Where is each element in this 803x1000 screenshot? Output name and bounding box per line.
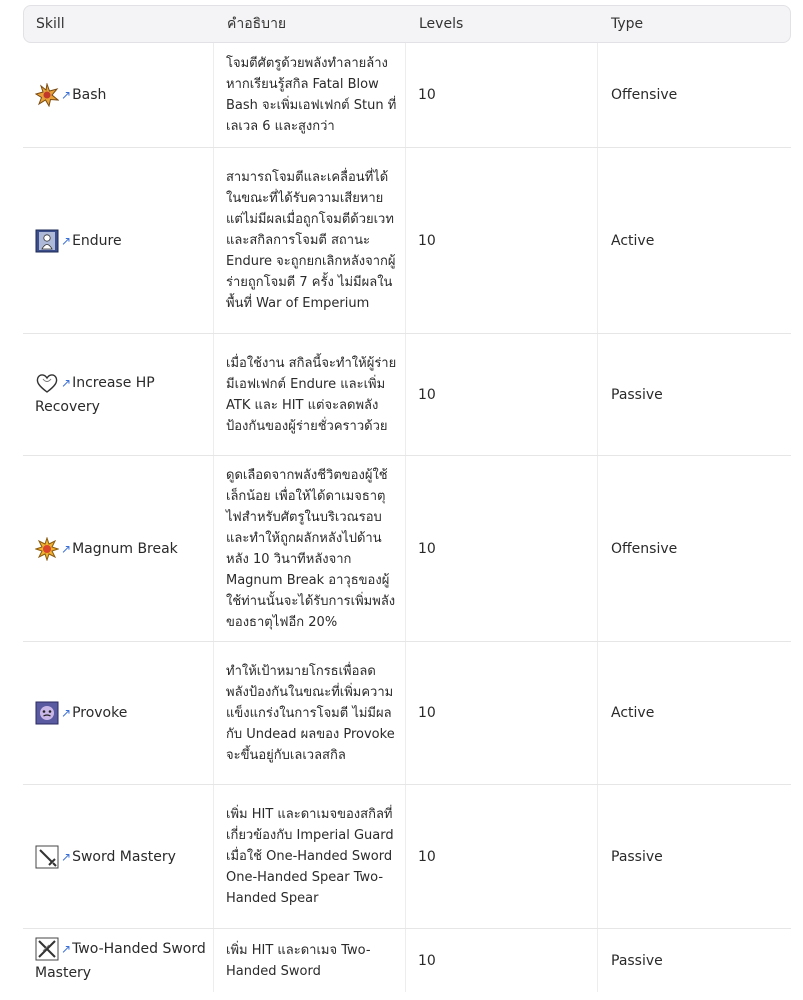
skill-link-two-handed-sword-mastery[interactable]: Two-Handed Sword Mastery bbox=[35, 940, 206, 981]
skill-cell bbox=[23, 334, 214, 455]
table-row bbox=[23, 43, 791, 148]
description-cell: ทำให้เป้าหมายโกรธเพื่อลดพลังป้องกันในขณะที่เพิ่มความแข็งแกร่งในการโจมตี ไม่มีผลกับ Undead ผลของ Provoke จะขึ้นอยู่กับเลเวลสกิล bbox=[214, 642, 406, 784]
skill-link-magnum-break[interactable]: Magnum Break bbox=[72, 540, 178, 557]
skill-link-provoke[interactable]: Provoke bbox=[72, 705, 128, 721]
type-cell: Offensive bbox=[611, 540, 678, 557]
header-description: คำอธิบาย bbox=[227, 16, 287, 32]
table-row bbox=[23, 148, 791, 334]
type-cell: Passive bbox=[611, 848, 663, 865]
skill-cell bbox=[23, 456, 214, 641]
description-cell: เพิ่ม HIT และดาเมจของสกิลที่เกี่ยวข้องกับ Imperial Guard เมื่อใช้ One-Handed Sword One-Handed Spear Two-Handed Spear bbox=[214, 785, 406, 928]
description-cell: สามารถโจมตีและเคลื่อนที่ได้ในขณะที่ได้รับความเสียหาย แต่ไม่มีผลเมื่อถูกโจมตีด้วยเวทและสกิลการโจมตี สถานะ Endure จะถูกยกเลิกหลังจากผู้ร่ายถูกโจมตี 7 ครั้ง ไม่มีผลในพื้นที่ War of Emperium bbox=[214, 148, 406, 333]
levels-cell: 10 bbox=[406, 148, 598, 333]
skill-cell bbox=[23, 929, 214, 992]
skill-cell bbox=[23, 642, 214, 784]
skill-cell bbox=[23, 148, 214, 333]
table-row bbox=[23, 929, 791, 992]
link-arrow-icon: ↗ bbox=[61, 233, 72, 248]
type-cell: Offensive bbox=[611, 87, 678, 103]
description-cell: เมื่อใช้งาน สกิลนี้จะทำให้ผู้ร่ายมีเอฟเฟกต์ Endure และเพิ่ม ATK และ HIT แต่จะลดพลังป้องกันของผู้ร่ายชั่วคราวด้วย bbox=[214, 334, 406, 455]
sword-icon bbox=[35, 845, 59, 869]
table-row bbox=[23, 334, 791, 456]
table-row bbox=[23, 456, 791, 642]
type-cell: Passive bbox=[611, 386, 663, 403]
type-cell: Active bbox=[611, 232, 655, 249]
description-cell: ดูดเลือดจากพลังชีวิตของผู้ใช้เล็กน้อย เพื่อให้ได้ดาเมจธาตุไฟสำหรับศัตรูในบริเวณรอบและทำให้ถูกผลักหลังไปด้านหลัง 10 วินาทีหลังจาก Magnum Break อาวุธของผู้ใช้ท่านนั้นจะได้รับการเพิ่มพลังของธาตุไฟอีก 20% bbox=[214, 456, 406, 641]
type-cell: Passive bbox=[611, 952, 663, 969]
levels-cell: 10 bbox=[406, 334, 598, 455]
skill-cell bbox=[23, 785, 214, 928]
link-arrow-icon: ↗ bbox=[61, 88, 72, 102]
description-cell: โจมตีศัตรูด้วยพลังทำลายล้าง หากเรียนรู้สกิล Fatal Blow Bash จะเพิ่มเอฟเฟกต์ Stun ที่เลเวล 6 และสูงกว่า bbox=[214, 43, 406, 147]
link-arrow-icon: ↗ bbox=[61, 375, 72, 390]
endure-icon bbox=[35, 229, 59, 253]
skill-link-increase-hp-recovery[interactable]: Increase HP Recovery bbox=[35, 374, 155, 415]
skills-table bbox=[23, 5, 791, 992]
link-arrow-icon: ↗ bbox=[61, 706, 72, 720]
table-row bbox=[23, 785, 791, 929]
skill-link-bash[interactable]: Bash bbox=[72, 87, 107, 103]
levels-cell: 10 bbox=[406, 43, 598, 147]
skill-link-sword-mastery[interactable]: Sword Mastery bbox=[72, 848, 176, 865]
provoke-icon bbox=[35, 701, 59, 725]
levels-cell: 10 bbox=[406, 642, 598, 784]
header-type: Type bbox=[611, 16, 644, 32]
link-arrow-icon: ↗ bbox=[61, 941, 72, 956]
bash-icon bbox=[35, 83, 59, 107]
description-cell: เพิ่ม HIT และดาเมจ Two-Handed Sword bbox=[214, 929, 406, 992]
magnum-break-icon bbox=[35, 537, 59, 561]
levels-cell: 10 bbox=[406, 785, 598, 928]
levels-cell: 10 bbox=[406, 929, 598, 992]
link-arrow-icon: ↗ bbox=[61, 541, 72, 556]
levels-cell: 10 bbox=[406, 456, 598, 641]
skill-link-endure[interactable]: Endure bbox=[72, 232, 122, 249]
type-cell: Active bbox=[611, 705, 655, 721]
table-row bbox=[23, 642, 791, 785]
header-skill: Skill bbox=[36, 16, 65, 32]
header-levels: Levels bbox=[419, 16, 464, 32]
two-handed-sword-icon bbox=[35, 937, 59, 961]
link-arrow-icon: ↗ bbox=[61, 849, 72, 864]
heart-icon bbox=[35, 371, 59, 395]
table-header bbox=[23, 5, 791, 43]
skill-cell bbox=[23, 43, 214, 147]
